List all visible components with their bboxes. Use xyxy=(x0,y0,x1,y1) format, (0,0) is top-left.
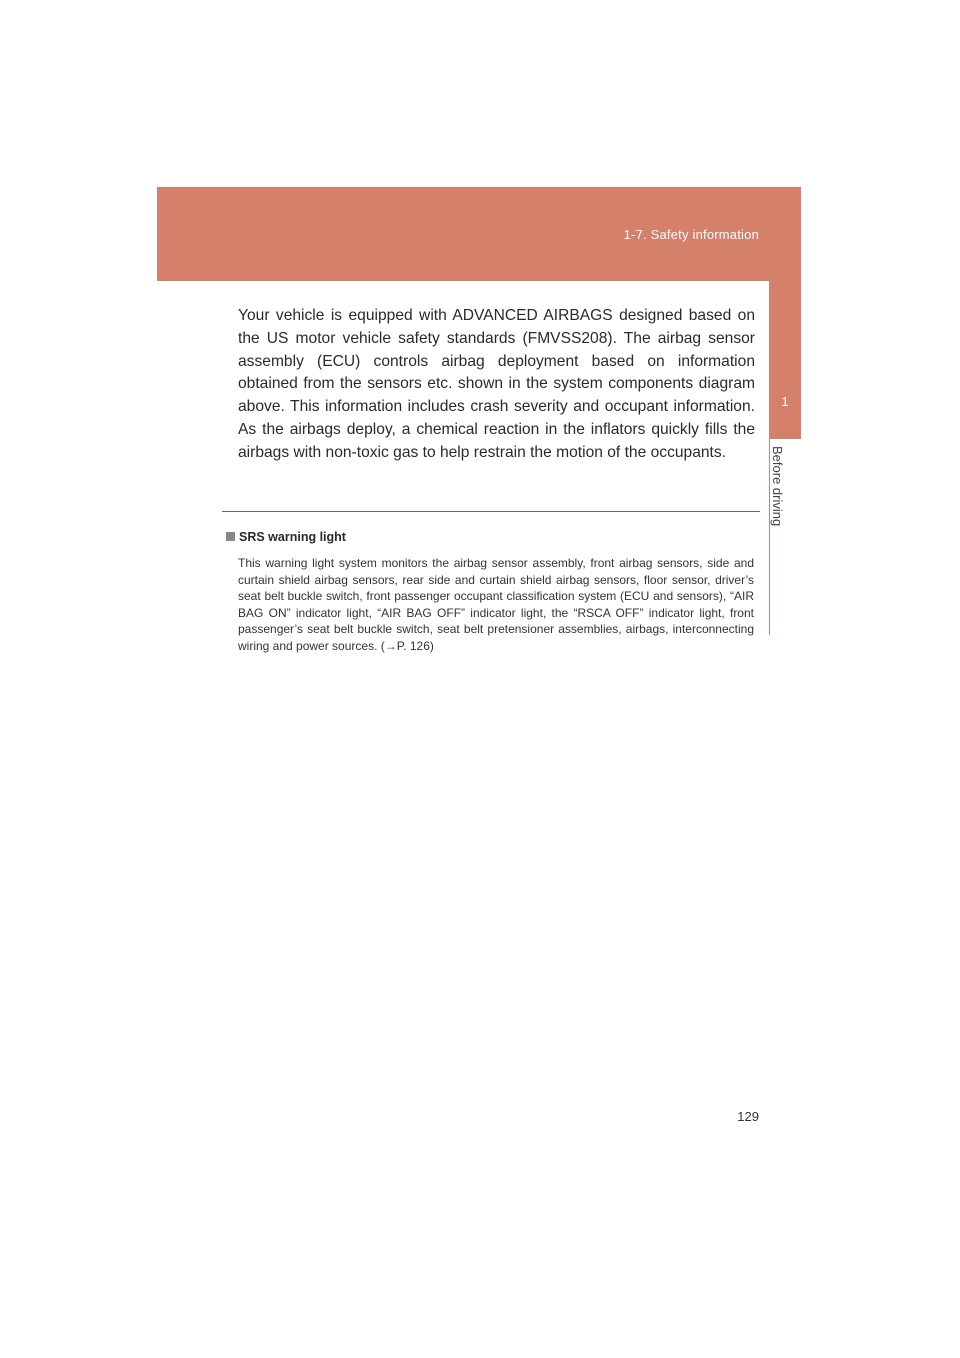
chapter-number: 1 xyxy=(781,394,789,409)
page-number: 129 xyxy=(737,1109,759,1124)
section-header-band xyxy=(157,187,801,281)
chapter-tab xyxy=(769,281,801,439)
note-body: This warning light system monitors the airbag sensor assembly, front airbag sensors, side and curtain shield airbag sensors, rear side and curtain shield airbag sensors, floor sensor, driver’s seat belt buckle switch, front passenger occupant classification system (ECU and sensors), “AIR BAG ON” indicator light, “AIR BAG OFF” indicator light, the “RSCA OFF” indicator light, front passenger’s seat belt buckle switch, seat belt pretensioner assemblies, airbags, interconnecting wiring and power sources. (→P. 126) xyxy=(238,556,754,653)
intro-paragraph: Your vehicle is equipped with ADVANCED AIRBAGS designed based on the US motor vehicle safety standards (FMVSS208). The airbag sensor assembly (ECU) controls airbag deployment based on information obtained from the sensors etc. shown in the system components diagram above. This information includes crash severity and occupant information. As the airbags deploy, a chemical reaction in the inflators quickly fills the airbags with non-toxic gas to help restrain the motion of the occupants. xyxy=(238,307,755,461)
square-bullet-icon xyxy=(226,532,235,541)
note-heading-text: SRS warning light xyxy=(239,530,346,544)
section-divider xyxy=(222,511,760,512)
chapter-label: Before driving xyxy=(770,446,785,527)
section-title: 1-7. Safety information xyxy=(623,227,759,242)
note-heading xyxy=(226,530,346,544)
